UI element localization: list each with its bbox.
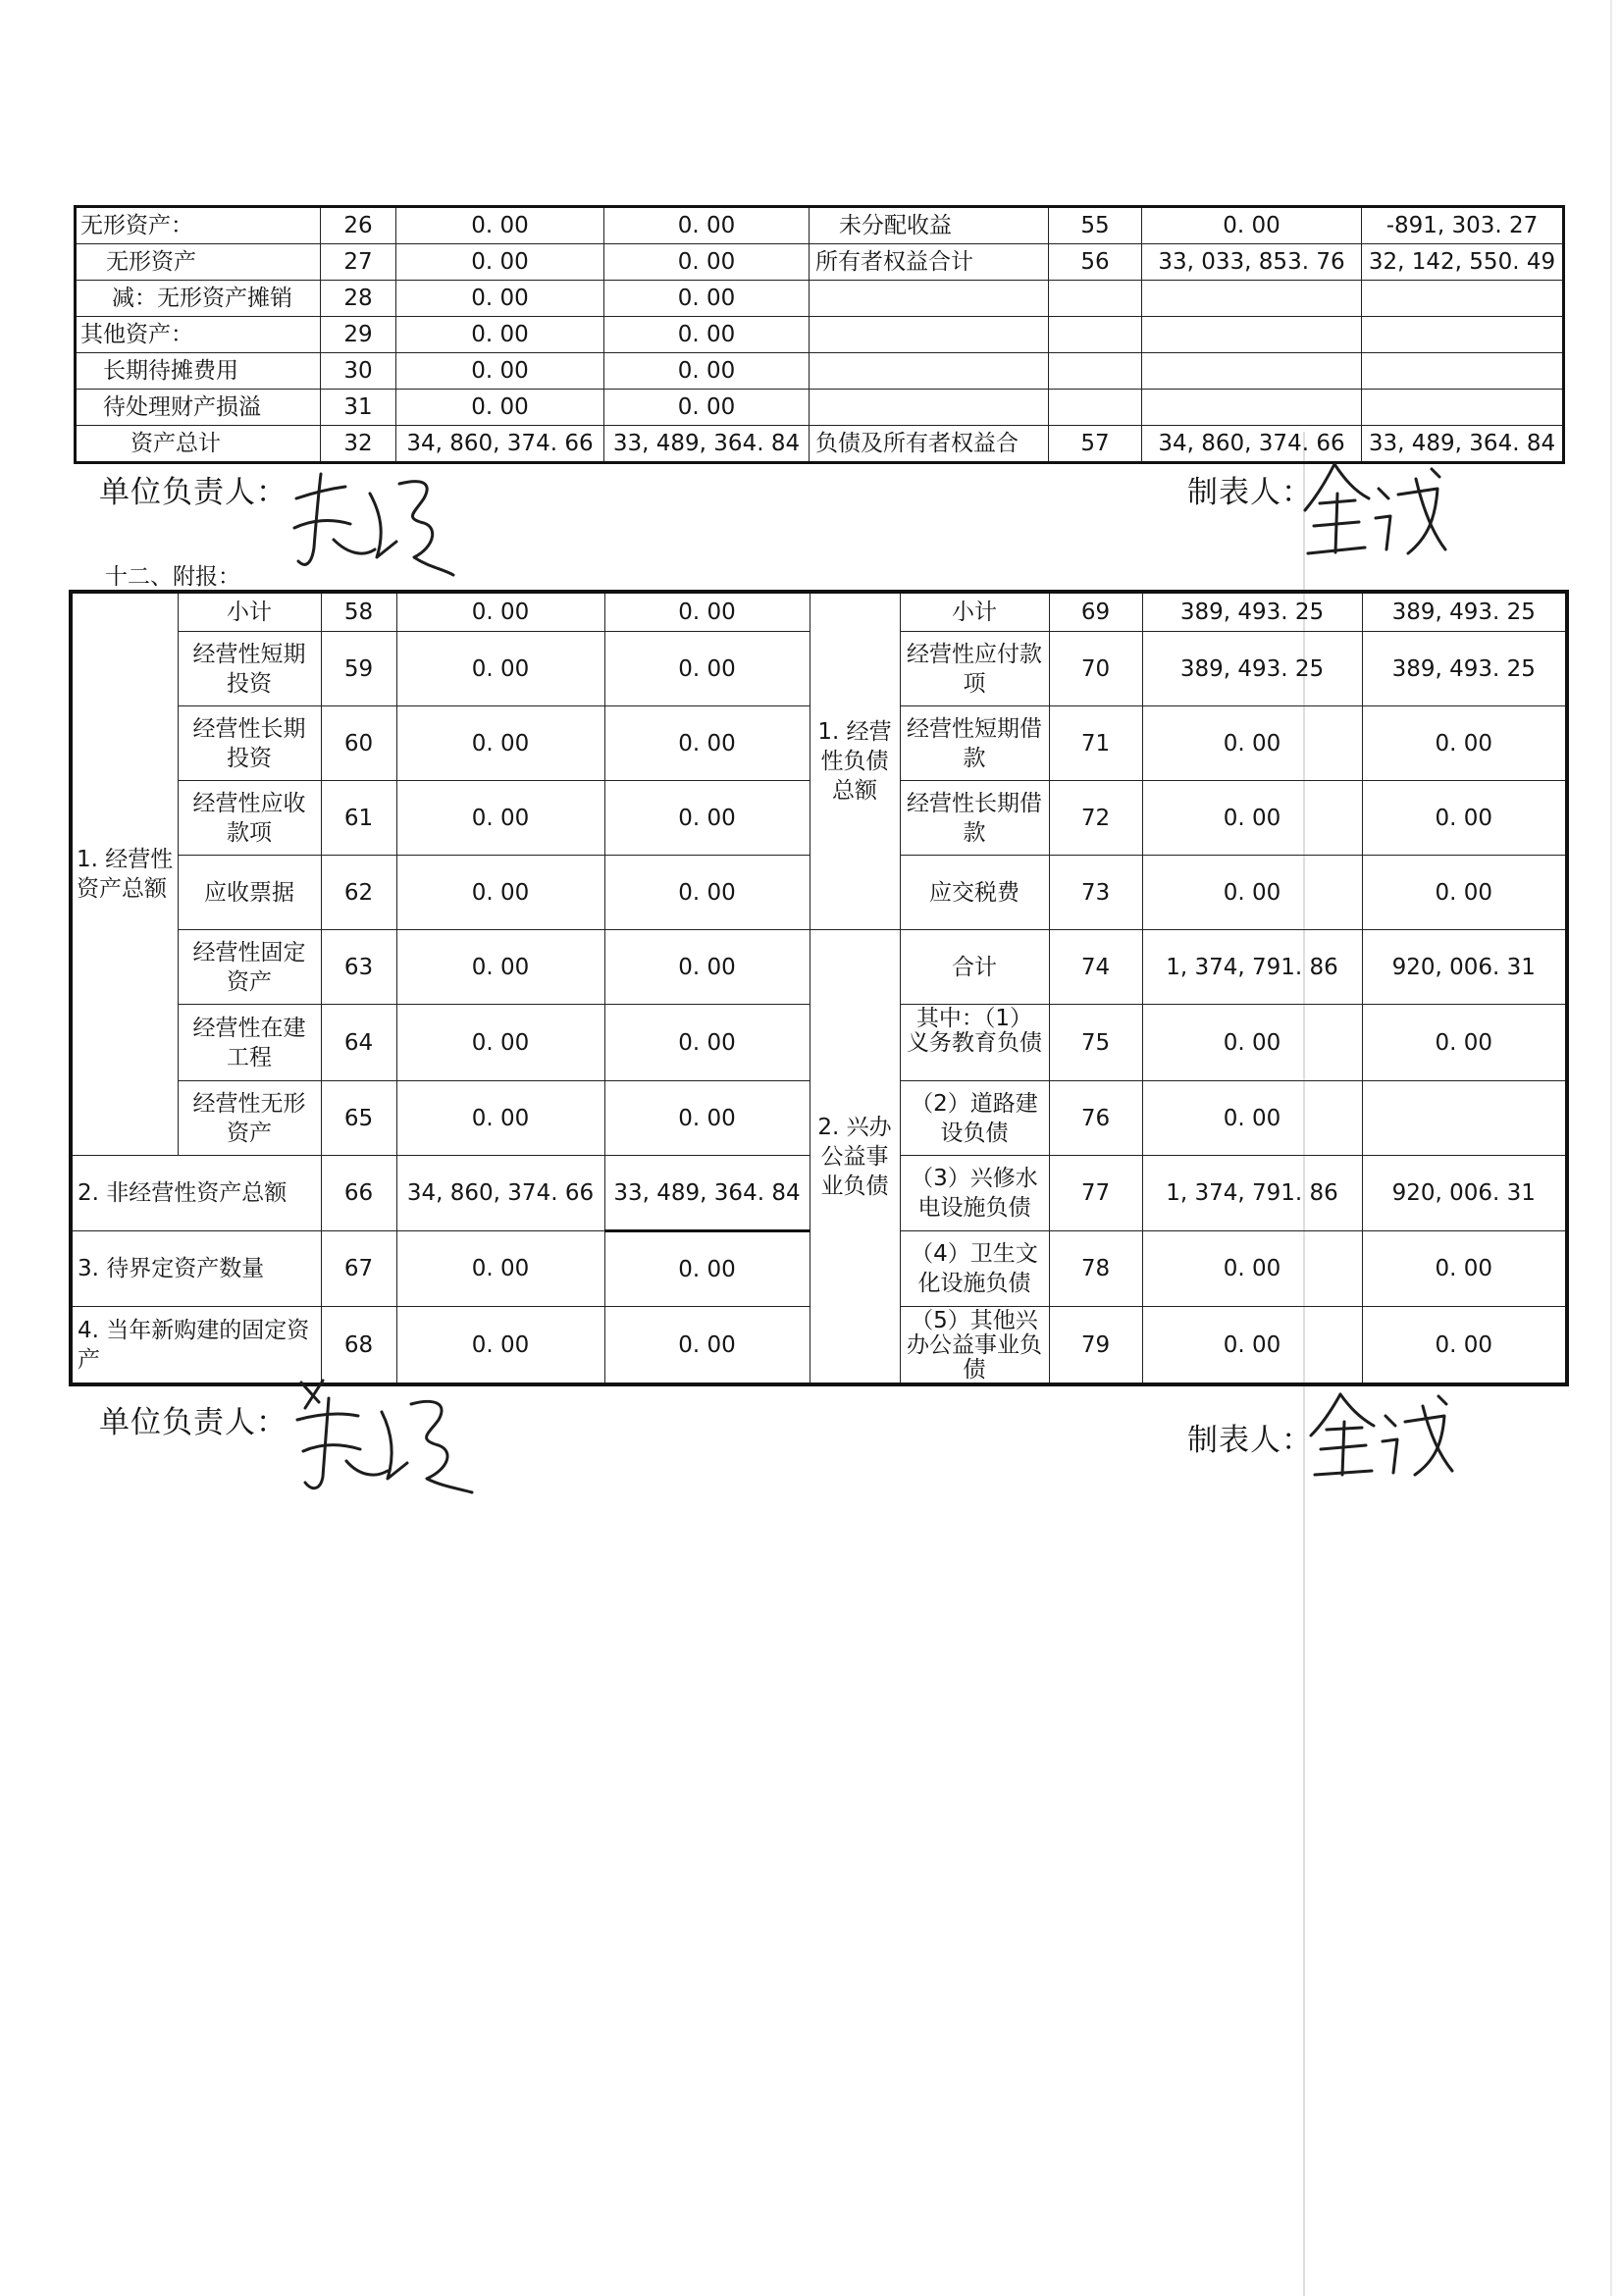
liability-item-cell: 合计 — [900, 930, 1049, 1005]
liability-item-cell: （3）兴修水电设施负债 — [900, 1156, 1049, 1231]
amount-cell: 0. 00 — [396, 353, 604, 390]
amount-cell: 0. 00 — [1362, 1231, 1567, 1307]
amount-cell: 0. 00 — [396, 632, 604, 706]
line-number-cell: 77 — [1049, 1156, 1142, 1231]
amount-cell: 0. 00 — [1142, 856, 1362, 930]
amount-cell: 0. 00 — [396, 281, 604, 317]
amount-cell: 0. 00 — [604, 1081, 810, 1156]
asset-item-cell: 待处理财产损溢 — [76, 390, 321, 426]
line-number-cell: 73 — [1049, 856, 1142, 930]
line-number-cell: 61 — [321, 781, 396, 856]
amount-cell: 0. 00 — [396, 781, 604, 856]
table-row — [76, 353, 1564, 390]
amount-cell: 33, 489, 364. 84 — [604, 426, 810, 463]
amount-cell: 0. 00 — [396, 930, 604, 1005]
liability-item-text: （5）其他兴办公益事业负债 — [907, 1309, 1042, 1380]
amount-cell: 0. 00 — [396, 1307, 604, 1385]
line-number-cell: 68 — [321, 1307, 396, 1385]
amount-cell: 0. 00 — [604, 207, 810, 244]
liability-item-cell: 应交税费 — [900, 856, 1049, 930]
line-number-cell: 59 — [321, 632, 396, 706]
line-number-cell: 62 — [321, 856, 396, 930]
amount-cell: 34, 860, 374. 66 — [396, 426, 604, 463]
amount-cell: 34, 860, 374. 66 — [1142, 426, 1362, 463]
empty-cell — [810, 390, 1049, 426]
empty-cell — [1142, 390, 1362, 426]
asset-item-cell: 资产总计 — [76, 426, 321, 463]
unit-leader-signature — [277, 459, 458, 582]
asset-item-cell: 经营性应收款项 — [178, 781, 321, 856]
amount-cell: 0. 00 — [604, 353, 810, 390]
amount-cell: 0. 00 — [604, 781, 810, 856]
line-number-cell: 31 — [321, 390, 396, 426]
table-row — [76, 317, 1564, 353]
empty-cell — [1142, 353, 1362, 390]
liability-item-cell: 经营性长期借款 — [900, 781, 1049, 856]
liability-item-cell: （2）道路建设负债 — [900, 1081, 1049, 1156]
table-row — [76, 207, 1564, 244]
line-number-cell: 29 — [321, 317, 396, 353]
amount-cell: 0. 00 — [1142, 207, 1362, 244]
amount-cell: 32, 142, 550. 49 — [1362, 244, 1564, 281]
empty-cell — [1049, 353, 1142, 390]
amount-cell: 0. 00 — [1362, 1307, 1567, 1385]
unit-leader-label: 单位负责人： — [99, 1405, 287, 1440]
amount-cell: 0. 00 — [396, 856, 604, 930]
line-number-cell: 65 — [321, 1081, 396, 1156]
table-row — [71, 592, 1567, 632]
amount-cell: 0. 00 — [604, 632, 810, 706]
line-number-cell: 28 — [321, 281, 396, 317]
unit-leader-signature — [280, 1369, 476, 1496]
line-number-cell: 60 — [321, 706, 396, 781]
amount-cell: 0. 00 — [396, 592, 604, 632]
amount-cell: 0. 00 — [1142, 706, 1362, 781]
line-number-cell: 63 — [321, 930, 396, 1005]
asset-item-cell: 经营性在建工程 — [178, 1005, 321, 1081]
amount-cell: 0. 00 — [1142, 1081, 1362, 1156]
amount-cell: 0. 00 — [1142, 1231, 1362, 1307]
amount-cell: 389, 493. 25 — [1142, 632, 1362, 706]
amount-cell: 33, 033, 853. 76 — [1142, 244, 1362, 281]
amount-cell: 0. 00 — [396, 706, 604, 781]
operating-assets-group-label: 1. 经营性资产总额 — [71, 592, 178, 1156]
preparer-signature — [1300, 449, 1447, 567]
empty-cell — [810, 353, 1049, 390]
asset-item-cell: 长期待摊费用 — [76, 353, 321, 390]
asset-item-cell: 2. 非经营性资产总额 — [71, 1156, 321, 1231]
line-number-cell: 57 — [1049, 426, 1142, 463]
liability-item-cell: 经营性应付款项 — [900, 632, 1049, 706]
amount-cell: 0. 00 — [396, 317, 604, 353]
amount-cell: 0. 00 — [1142, 781, 1362, 856]
empty-cell — [1049, 281, 1142, 317]
public-welfare-liabilities-group-label: 2. 兴办公益事业负债 — [810, 930, 900, 1385]
line-number-cell: 58 — [321, 592, 396, 632]
table-row — [76, 281, 1564, 317]
asset-item-cell: 经营性无形资产 — [178, 1081, 321, 1156]
amount-cell: 0. 00 — [604, 856, 810, 930]
line-number-cell: 71 — [1049, 706, 1142, 781]
line-number-cell: 26 — [321, 207, 396, 244]
line-number-cell: 66 — [321, 1156, 396, 1231]
empty-cell — [1049, 317, 1142, 353]
amount-cell: 1, 374, 791. 86 — [1142, 1156, 1362, 1231]
scan-artifact-line — [1610, 0, 1612, 2296]
amount-cell: 389, 493. 25 — [1142, 592, 1362, 632]
amount-cell: 0. 00 — [604, 1231, 810, 1307]
empty-cell — [1362, 353, 1564, 390]
amount-cell: 0. 00 — [396, 244, 604, 281]
amount-cell: 389, 493. 25 — [1362, 632, 1567, 706]
amount-cell: 33, 489, 364. 84 — [604, 1156, 810, 1231]
amount-cell: 0. 00 — [604, 706, 810, 781]
liability-item-cell: 所有者权益合计 — [810, 244, 1049, 281]
line-number-cell: 74 — [1049, 930, 1142, 1005]
amount-cell: 0. 00 — [604, 281, 810, 317]
asset-item-cell: 经营性长期投资 — [178, 706, 321, 781]
line-number-cell: 75 — [1049, 1005, 1142, 1081]
empty-cell — [1142, 317, 1362, 353]
amount-cell: 0. 00 — [1362, 706, 1567, 781]
liability-item-cell — [900, 1307, 1049, 1385]
amount-cell: 920, 006. 31 — [1362, 1156, 1567, 1231]
empty-cell — [810, 317, 1049, 353]
asset-item-cell: 无形资产 — [76, 244, 321, 281]
asset-item-cell: 经营性短期投资 — [178, 632, 321, 706]
appendix-table — [69, 590, 1569, 1386]
amount-cell: 0. 00 — [1142, 1005, 1362, 1081]
empty-cell — [810, 281, 1049, 317]
liability-item-cell: 负债及所有者权益合 — [810, 426, 1049, 463]
amount-cell: 0. 00 — [604, 390, 810, 426]
amount-cell: 0. 00 — [604, 1307, 810, 1385]
table-row — [76, 390, 1564, 426]
line-number-cell: 78 — [1049, 1231, 1142, 1307]
preparer-signature — [1307, 1386, 1454, 1485]
amount-cell: 0. 00 — [396, 1081, 604, 1156]
amount-cell: 0. 00 — [604, 930, 810, 1005]
amount-cell: 0. 00 — [396, 1231, 604, 1307]
empty-cell — [1362, 317, 1564, 353]
amount-cell: 0. 00 — [396, 207, 604, 244]
empty-cell — [1362, 281, 1564, 317]
asset-item-cell: 无形资产： — [76, 207, 321, 244]
operating-liabilities-group-label: 1. 经营性负债总额 — [810, 592, 900, 930]
amount-cell: 0. 00 — [604, 244, 810, 281]
table-row — [71, 930, 1567, 1005]
amount-cell: 0. 00 — [396, 390, 604, 426]
asset-item-cell: 3. 待界定资产数量 — [71, 1231, 321, 1307]
amount-cell: 34, 860, 374. 66 — [396, 1156, 604, 1231]
liability-item-cell — [900, 1005, 1049, 1081]
amount-cell: 0. 00 — [396, 1005, 604, 1081]
preparer-label: 制表人： — [1187, 1423, 1313, 1458]
amount-cell: 920, 006. 31 — [1362, 930, 1567, 1005]
amount-cell: 0. 00 — [604, 1005, 810, 1081]
empty-cell — [1142, 281, 1362, 317]
amount-cell: 0. 00 — [1362, 1005, 1567, 1081]
line-number-cell: 69 — [1049, 592, 1142, 632]
balance-sheet-continued-table — [74, 205, 1565, 464]
amount-cell: 1, 374, 791. 86 — [1142, 930, 1362, 1005]
liability-item-cell: 小计 — [900, 592, 1049, 632]
amount-cell: 389, 493. 25 — [1362, 592, 1567, 632]
line-number-cell: 27 — [321, 244, 396, 281]
table-row — [76, 244, 1564, 281]
empty-cell — [1362, 390, 1564, 426]
asset-item-cell: 其他资产： — [76, 317, 321, 353]
line-number-cell: 76 — [1049, 1081, 1142, 1156]
liability-item-cell: （4）卫生文化设施负债 — [900, 1231, 1049, 1307]
amount-cell: 0. 00 — [1362, 856, 1567, 930]
asset-item-cell: 减：无形资产摊销 — [76, 281, 321, 317]
amount-cell: 0. 00 — [604, 317, 810, 353]
liability-item-cell: 未分配收益 — [810, 207, 1049, 244]
liability-item-cell: 经营性短期借款 — [900, 706, 1049, 781]
asset-item-cell: 应收票据 — [178, 856, 321, 930]
appendix-title: 十二、附报： — [105, 564, 240, 590]
preparer-label: 制表人： — [1187, 475, 1313, 510]
line-number-cell: 56 — [1049, 244, 1142, 281]
asset-item-cell: 小计 — [178, 592, 321, 632]
line-number-cell: 72 — [1049, 781, 1142, 856]
line-number-cell: 32 — [321, 426, 396, 463]
amount-cell: 0. 00 — [1142, 1307, 1362, 1385]
liability-item-text: 其中：（1）义务教育负债 — [907, 1007, 1042, 1056]
line-number-cell: 79 — [1049, 1307, 1142, 1385]
empty-cell — [1049, 390, 1142, 426]
line-number-cell: 67 — [321, 1231, 396, 1307]
amount-cell: 33, 489, 364. 84 — [1362, 426, 1564, 463]
amount-cell: 0. 00 — [1362, 781, 1567, 856]
empty-cell — [1362, 1081, 1567, 1156]
line-number-cell: 55 — [1049, 207, 1142, 244]
unit-leader-label: 单位负责人： — [99, 475, 287, 510]
amount-cell: -891, 303. 27 — [1362, 207, 1564, 244]
line-number-cell: 30 — [321, 353, 396, 390]
amount-cell: 0. 00 — [604, 592, 810, 632]
line-number-cell: 70 — [1049, 632, 1142, 706]
asset-item-cell: 4. 当年新购建的固定资产 — [71, 1307, 321, 1385]
line-number-cell: 64 — [321, 1005, 396, 1081]
asset-item-cell: 经营性固定资产 — [178, 930, 321, 1005]
